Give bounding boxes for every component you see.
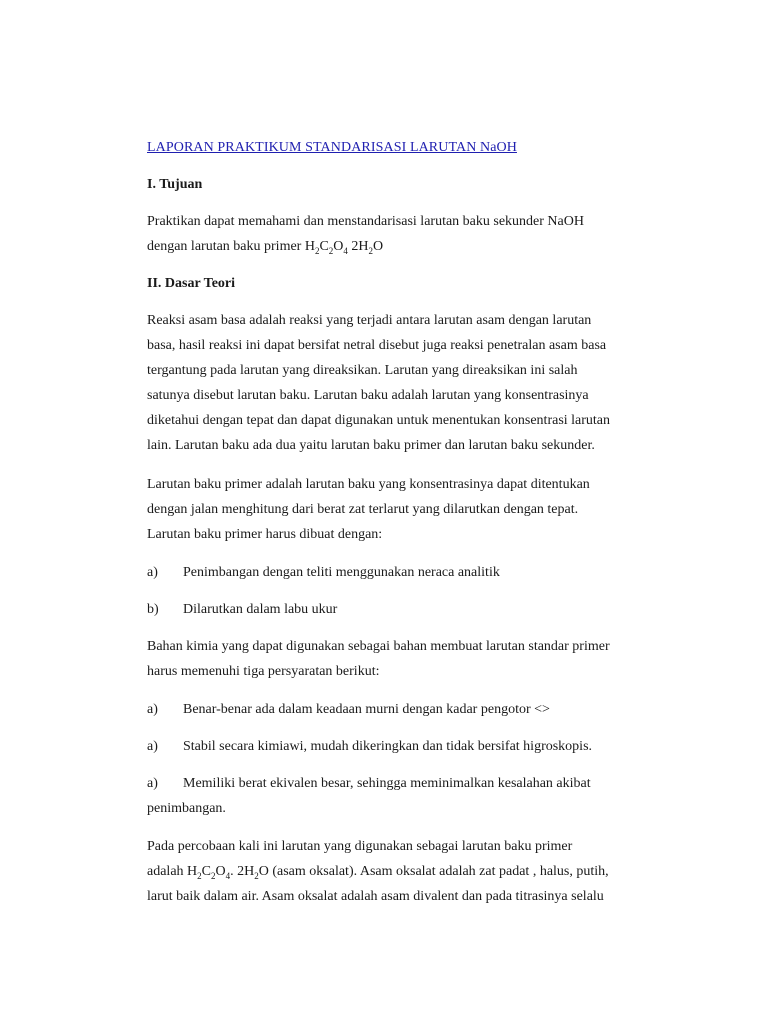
text-span: dengan larutan baku primer H bbox=[147, 239, 315, 254]
list-item-line bbox=[147, 771, 677, 796]
paragraph-line: Praktikan dapat memahami dan menstandarisasi larutan baku sekunder NaOH bbox=[147, 214, 584, 229]
list-item-text: Stabil secara kimiawi, mudah dikeringkan dan tidak bersifat higroskopis. bbox=[183, 739, 593, 754]
document-title[interactable]: LAPORAN PRAKTIKUM STANDARISASI LARUTAN NaOH bbox=[147, 140, 517, 155]
text-span: C bbox=[201, 864, 211, 879]
list-item-text: Dilarutkan dalam labu ukur bbox=[183, 602, 338, 617]
subscript: 2 bbox=[314, 245, 320, 256]
list-item bbox=[147, 597, 337, 622]
list-item bbox=[147, 560, 500, 585]
text-span: O bbox=[215, 864, 226, 879]
list-item bbox=[147, 771, 677, 821]
subscript: 2 bbox=[328, 245, 334, 256]
paragraph-tujuan bbox=[147, 209, 677, 259]
list-marker: a) bbox=[147, 702, 158, 717]
text-span: . 2H bbox=[230, 864, 255, 879]
subscript: 4 bbox=[343, 245, 348, 256]
paragraph-line: Reaksi asam basa adalah reaksi yang terjadi antara larutan asam dengan larutan bbox=[147, 313, 592, 328]
paragraph-line: Larutan baku primer adalah larutan baku yang konsentrasinya dapat ditentukan bbox=[147, 477, 590, 492]
subscript: 2 bbox=[368, 245, 374, 256]
text-span: O (asam oksalat). Asam oksalat adalah zat padat , halus, putih, bbox=[258, 864, 609, 879]
paragraph-line: satunya disebut larutan baku. Larutan baku adalah larutan yang konsentrasinya bbox=[147, 388, 589, 403]
paragraph-line: basa, hasil reaksi ini dapat bersifat netral disebut juga reaksi penetralan asam basa bbox=[147, 338, 607, 353]
section-heading-tujuan: I. Tujuan bbox=[147, 177, 203, 192]
text-span: O bbox=[373, 239, 384, 254]
list-item-continuation: penimbangan. bbox=[147, 801, 226, 816]
list-item-text: Benar-benar ada dalam keadaan murni dengan kadar pengotor <> bbox=[183, 702, 550, 717]
paragraph-line: diketahui dengan tepat dan dapat digunakan untuk menentukan konsentrasi larutan bbox=[147, 413, 611, 428]
paragraph-asam-oksalat bbox=[147, 834, 677, 909]
list-item bbox=[147, 734, 592, 759]
subscript: 4 bbox=[225, 870, 231, 881]
paragraph-dasar-teori-2 bbox=[147, 472, 677, 547]
paragraph-line: larut baik dalam air. Asam oksalat adalah asam divalent dan pada titrasinya selalu bbox=[147, 889, 604, 904]
subscript: 2 bbox=[197, 870, 202, 881]
paragraph-line: dengan jalan menghitung dari berat zat terlarut yang dilarutkan dengan tepat. bbox=[147, 502, 579, 517]
paragraph-line: Bahan kimia yang dapat digunakan sebagai bahan membuat larutan standar primer bbox=[147, 639, 610, 654]
list-marker: b) bbox=[147, 602, 159, 617]
paragraph-dasar-teori-1 bbox=[147, 308, 677, 458]
paragraph-line bbox=[147, 859, 677, 884]
paragraph-persyaratan bbox=[147, 634, 677, 684]
paragraph-line: harus memenuhi tiga persyaratan berikut: bbox=[147, 664, 380, 679]
paragraph-line bbox=[147, 234, 677, 259]
text-span: adalah H bbox=[147, 864, 198, 879]
paragraph-line: lain. Larutan baku ada dua yaitu larutan baku primer dan larutan baku sekunder. bbox=[147, 438, 595, 453]
list-item-text: Memiliki berat ekivalen besar, sehingga meminimalkan kesalahan akibat bbox=[183, 776, 591, 791]
list-marker: a) bbox=[147, 739, 158, 754]
text-span: C bbox=[319, 239, 329, 254]
list-marker: a) bbox=[147, 776, 158, 791]
subscript: 2 bbox=[211, 870, 216, 881]
subscript: 2 bbox=[254, 870, 259, 881]
text-span: O bbox=[333, 239, 344, 254]
list-item bbox=[147, 697, 550, 722]
section-heading-dasar-teori: II. Dasar Teori bbox=[147, 276, 236, 291]
paragraph-line: Pada percobaan kali ini larutan yang digunakan sebagai larutan baku primer bbox=[147, 839, 573, 854]
list-item-text: Penimbangan dengan teliti menggunakan neraca analitik bbox=[183, 565, 500, 580]
text-span: 2H bbox=[347, 239, 369, 254]
paragraph-line: tergantung pada larutan yang direaksikan. Larutan yang direaksikan ini salah bbox=[147, 363, 578, 378]
paragraph-line: Larutan baku primer harus dibuat dengan: bbox=[147, 527, 383, 542]
list-marker: a) bbox=[147, 565, 158, 580]
